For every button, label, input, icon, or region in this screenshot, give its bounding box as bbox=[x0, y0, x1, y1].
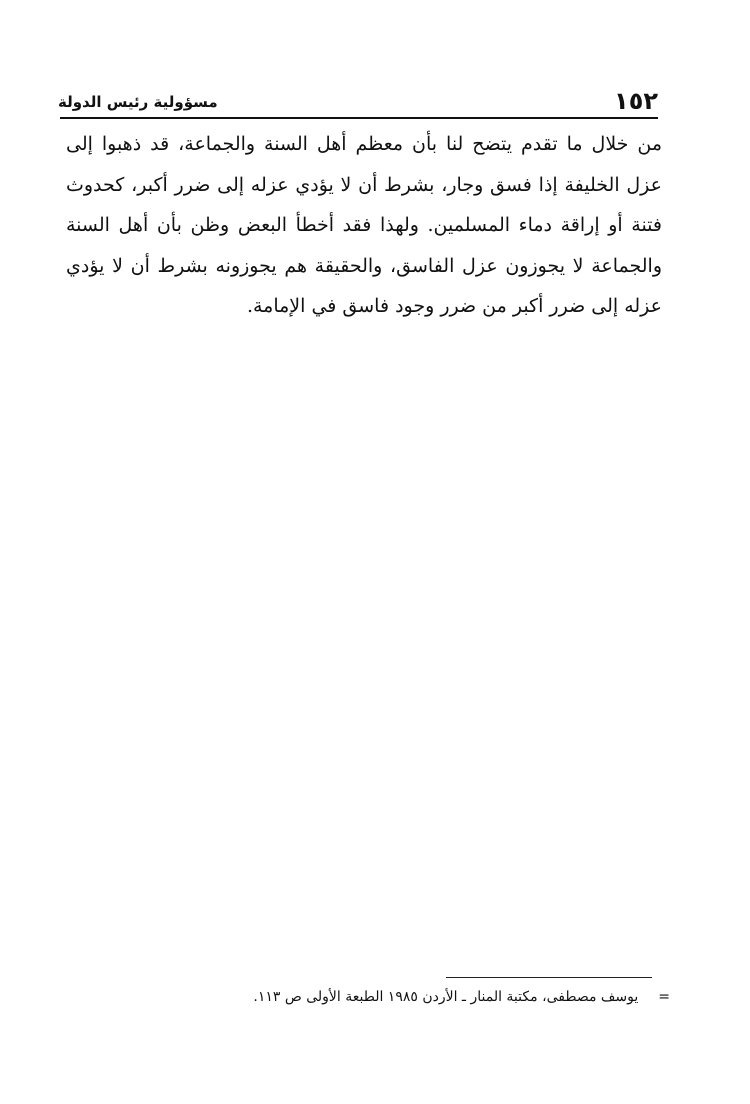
running-title: مسؤولية رئيس الدولة bbox=[58, 93, 218, 111]
body-paragraph: من خلال ما تقدم يتضح لنا بأن معظم أهل السنة والجماعة، قد ذهبوا إلى عزل الخليفة إذا فسق وجار، بشرط أن لا يؤدي عزله إلى ضرر أكبر، كحدوث فتنة أو إراقة دماء المسلمين. ولهذا فقد أخطأ البعض وظن بأن أهل السنة والجماعة لا يجوزون عزل الفاسق، والحقيقة هم يجوزونه بشرط أن لا يؤدي عزله إلى ضرر أكبر من ضرر وجود فاسق في الإمامة. bbox=[66, 133, 662, 317]
page-number: ١٥٢ bbox=[614, 87, 658, 115]
footnote bbox=[150, 985, 670, 1009]
footnote-separator bbox=[446, 977, 652, 978]
footnote-text: يوسف مصطفى، مكتبة المنار ـ الأردن ١٩٨٥ الطبعة الأولى ص ١١٣. bbox=[253, 989, 639, 1005]
footnote-marker: = bbox=[658, 989, 670, 1005]
page-header bbox=[58, 84, 658, 116]
header-rule bbox=[60, 117, 658, 119]
